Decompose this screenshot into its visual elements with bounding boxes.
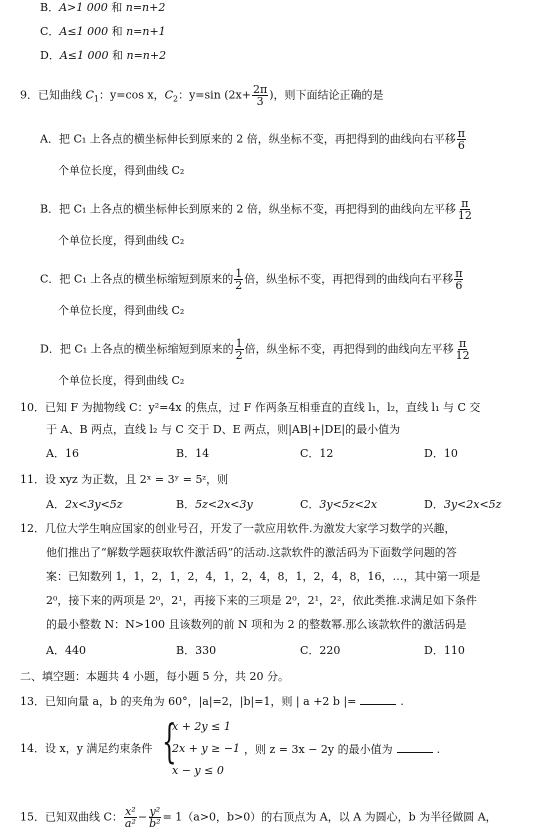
q14-constraint-2: 2x + y ≥ −1 bbox=[172, 742, 241, 755]
q9-option-d: D．把 C₁ 上各点的横坐标缩短到原来的 $\frac{1}{2}$ 倍，纵坐标不变，再把得到的曲线向左平移 $\frac{\pi}{12}$ bbox=[40, 337, 470, 362]
option-d-top: D．A≤1 000 和 n=n+2 bbox=[40, 49, 167, 62]
q10-option-d: D．10 bbox=[424, 447, 458, 460]
q12-option-d: D．110 bbox=[424, 644, 465, 657]
q9-option-a: A．把 C₁ 上各点的横坐标伸长到原来的 2 倍，纵坐标不变，再把得到的曲线向右平移 $\frac{\pi}{6}$ bbox=[40, 127, 465, 152]
q9-option-a-cont: 个单位长度，得到曲线 C₂ bbox=[58, 164, 185, 177]
q11-option-a: A．2x<3y<5z bbox=[46, 498, 123, 511]
q9-option-b: B．把 C₁ 上各点的横坐标伸长到原来的 2 倍，纵坐标不变，再把得到的曲线向左平移 $\frac{\pi}{12}$ bbox=[40, 197, 472, 222]
q14-stem: 14．设 x，y 满足约束条件 bbox=[20, 742, 153, 755]
q11-option-d: D．3y<2x<5z bbox=[424, 498, 502, 511]
q11-option-b: B．5z<2x<3y bbox=[176, 498, 253, 511]
q10-option-a: A．16 bbox=[46, 447, 79, 460]
q15-stem: 15．已知双曲线 C： $\frac{\text{x²}}{\text{a²}}$ − $\frac{\text{y²}}{\text{b²}}$ = 1（a>0，b>0）的右顶点为 A，以 A 为圆心，b 为半径做圆 A， bbox=[20, 805, 497, 830]
q12-stem-line4: 2⁰，接下来的两项是 2⁰，2¹，再接下来的三项是 2⁰，2¹，2²，依此类推.求满足如下条件 bbox=[46, 594, 477, 607]
q9-option-d-cont: 个单位长度，得到曲线 C₂ bbox=[58, 374, 185, 387]
q11-option-c: C．3y<5z<2x bbox=[300, 498, 378, 511]
q10-option-b: B．14 bbox=[176, 447, 210, 460]
q14-stem-tail: ，则 z = 3x − 2y 的最小值为 . bbox=[244, 743, 441, 756]
q12-stem-line5: 的最小整数 N：N>100 且该数列的前 N 项和为 2 的整数幂.那么该款软件的激活码是 bbox=[46, 618, 467, 631]
q9-fraction: $\frac{2\pi}{3}$ bbox=[252, 83, 268, 108]
q12-stem-line3: 案：已知数列 1，1，2，1，2，4，1，2，4，8，1，2，4，8，16，…，其中第一项是 bbox=[46, 570, 481, 583]
q13-stem: 13．已知向量 a，b 的夹角为 60°，|a|=2，|b|=1，则 | a +2 b |= . bbox=[20, 695, 404, 708]
q12-option-a: A．440 bbox=[46, 644, 86, 657]
q13-answer-blank bbox=[360, 694, 396, 705]
q11-stem: 11．设 xyz 为正数，且 2ˣ = 3ʸ = 5ᶻ，则 bbox=[20, 473, 229, 486]
q9-option-c-cont: 个单位长度，得到曲线 C₂ bbox=[58, 304, 185, 317]
q10-stem-line2: 于 A、B 两点，直线 l₂ 与 C 交于 D、E 两点，则|AB|+|DE|的最小值为 bbox=[46, 423, 401, 436]
option-b-top: B．A>1 000 和 n=n+2 bbox=[40, 1, 166, 14]
q9-stem: 9．已知曲线 $C_1$：y=cos x，$C_2$：y=sin (2x+ $\frac{2\pi}{3}$ )，则下面结论正确的是 bbox=[20, 83, 384, 108]
q14-constraint-1: x + 2y ≤ 1 bbox=[172, 720, 231, 733]
q12-option-b: B．330 bbox=[176, 644, 217, 657]
q12-stem-line1: 12．几位大学生响应国家的创业号召，开发了一款应用软件.为激发大家学习数学的兴趣， bbox=[20, 522, 456, 535]
q14-constraint-3: x − y ≤ 0 bbox=[172, 764, 224, 777]
q10-option-c: C．12 bbox=[300, 447, 334, 460]
q12-stem-line2: 他们推出了“解数学题获取软件激活码”的活动.这款软件的激活码为下面数学问题的答 bbox=[46, 546, 457, 559]
q12-option-c: C．220 bbox=[300, 644, 341, 657]
q9-option-b-cont: 个单位长度，得到曲线 C₂ bbox=[58, 234, 185, 247]
q14-brace: { bbox=[162, 714, 177, 768]
q9-option-c: C．把 C₁ 上各点的横坐标缩短到原来的 $\frac{1}{2}$ 倍，纵坐标不变，再把得到的曲线向右平移 $\frac{\pi}{6}$ bbox=[40, 267, 463, 292]
q10-stem-line1: 10．已知 F 为抛物线 C：y²=4x 的焦点，过 F 作两条互相垂直的直线 l₁，l₂，直线 l₁ 与 C 交 bbox=[20, 401, 481, 414]
option-c-top: C．A≤1 000 和 n=n+1 bbox=[40, 25, 166, 38]
section-fill-in-header: 二、填空题：本题共 4 小题，每小题 5 分，共 20 分。 bbox=[20, 670, 289, 683]
q14-answer-blank bbox=[397, 742, 433, 753]
